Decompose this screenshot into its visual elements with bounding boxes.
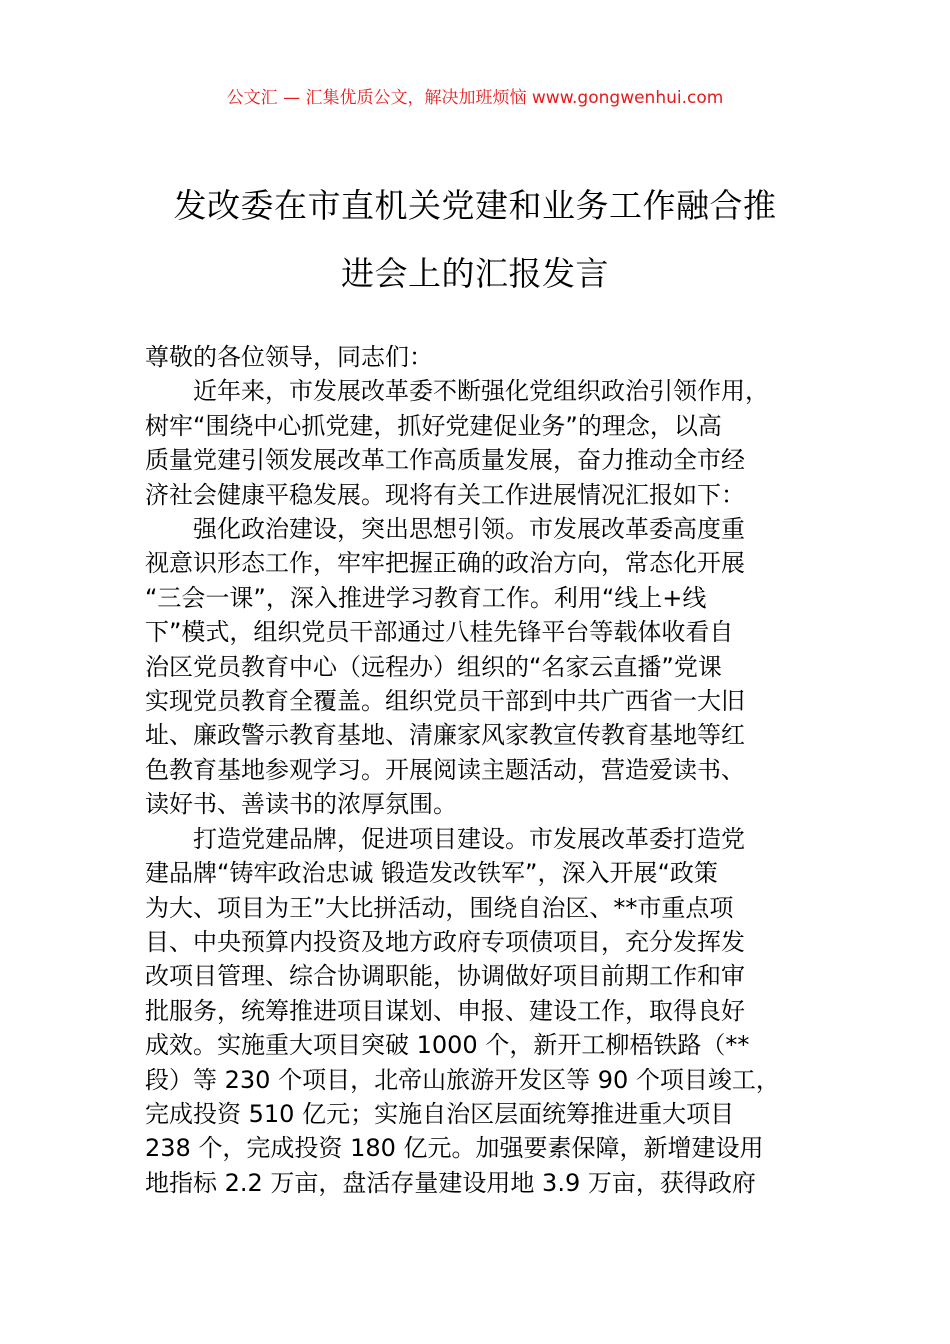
title-line: 进会上的汇报发言 xyxy=(341,254,609,293)
document-title xyxy=(100,172,850,308)
paragraph-line: 段）等 230 个项目，北帝山旅游开发区等 90 个项目竣工， xyxy=(145,1065,780,1094)
paragraph-line: 成效。实施重大项目突破 1000 个，新开工柳梧铁路（** xyxy=(145,1031,750,1060)
header-banner: 公文汇 — 汇集优质公文，解决加班烦恼 www.gongwenhui.com xyxy=(226,88,724,108)
paragraph-line: 近年来，市发展改革委不断强化党组织政治引领作用， xyxy=(193,377,769,406)
paragraph-intro xyxy=(145,374,825,512)
paragraph-line: 建品牌“铸牢政治忠诚 锻造发改铁军”，深入开展“政策 xyxy=(145,859,718,888)
title-line: 发改委在市直机关党建和业务工作融合推 xyxy=(173,186,777,225)
paragraph-line: 完成投资 510 亿元；实施自治区层面统筹推进重大项目 xyxy=(145,1099,735,1128)
paragraph-line: 址、廉政警示教育基地、清廉家风家教宣传教育基地等红 xyxy=(145,721,745,750)
paragraph-line: 治区党员教育中心（远程办）组织的“名家云直播”党课 xyxy=(145,652,722,681)
paragraph-line: 地指标 2.2 万亩，盘活存量建设用地 3.9 万亩，获得政府 xyxy=(145,1168,756,1197)
paragraph-line: 树牢“围绕中心抓党建，抓好党建促业务”的理念，以高 xyxy=(145,411,722,440)
paragraph-line: 下”模式，组织党员干部通过八桂先锋平台等载体收看自 xyxy=(145,618,734,647)
paragraph-line: 238 个，完成投资 180 亿元。加强要素保障，新增建设用 xyxy=(145,1134,764,1163)
document-body xyxy=(145,340,825,1200)
paragraph-line: 济社会健康平稳发展。现将有关工作进展情况汇报如下： xyxy=(145,480,745,509)
paragraph-line: 色教育基地参观学习。开展阅读主题活动，营造爱读书、 xyxy=(145,755,745,784)
paragraph-line: 实现党员教育全覆盖。组织党员干部到中共广西省一大旧 xyxy=(145,687,745,716)
paragraph-political-building xyxy=(145,512,825,822)
paragraph-line: 质量党建引领发展改革工作高质量发展，奋力推动全市经 xyxy=(145,446,745,475)
paragraph-line: 批服务，统筹推进项目谋划、申报、建设工作，取得良好 xyxy=(145,996,745,1025)
paragraph-line: “三会一课”，深入推进学习教育工作。利用“线上+线 xyxy=(145,583,707,612)
paragraph-line: 打造党建品牌，促进项目建设。市发展改革委打造党 xyxy=(193,824,745,853)
paragraph-line: 强化政治建设，突出思想引领。市发展改革委高度重 xyxy=(193,515,745,544)
paragraph-party-brand xyxy=(145,822,825,1200)
paragraph-line: 读好书、善读书的浓厚氛围。 xyxy=(145,790,457,819)
paragraph-line: 改项目管理、综合协调职能，协调做好项目前期工作和审 xyxy=(145,962,745,991)
paragraph-line: 目、中央预算内投资及地方政府专项债项目，充分发挥发 xyxy=(145,927,745,956)
paragraph-line: 视意识形态工作，牢牢把握正确的政治方向，常态化开展 xyxy=(145,549,745,578)
salutation: 尊敬的各位领导，同志们： xyxy=(145,343,433,371)
paragraph-line: 为大、项目为王”大比拼活动，围绕自治区、**市重点项 xyxy=(145,893,734,922)
